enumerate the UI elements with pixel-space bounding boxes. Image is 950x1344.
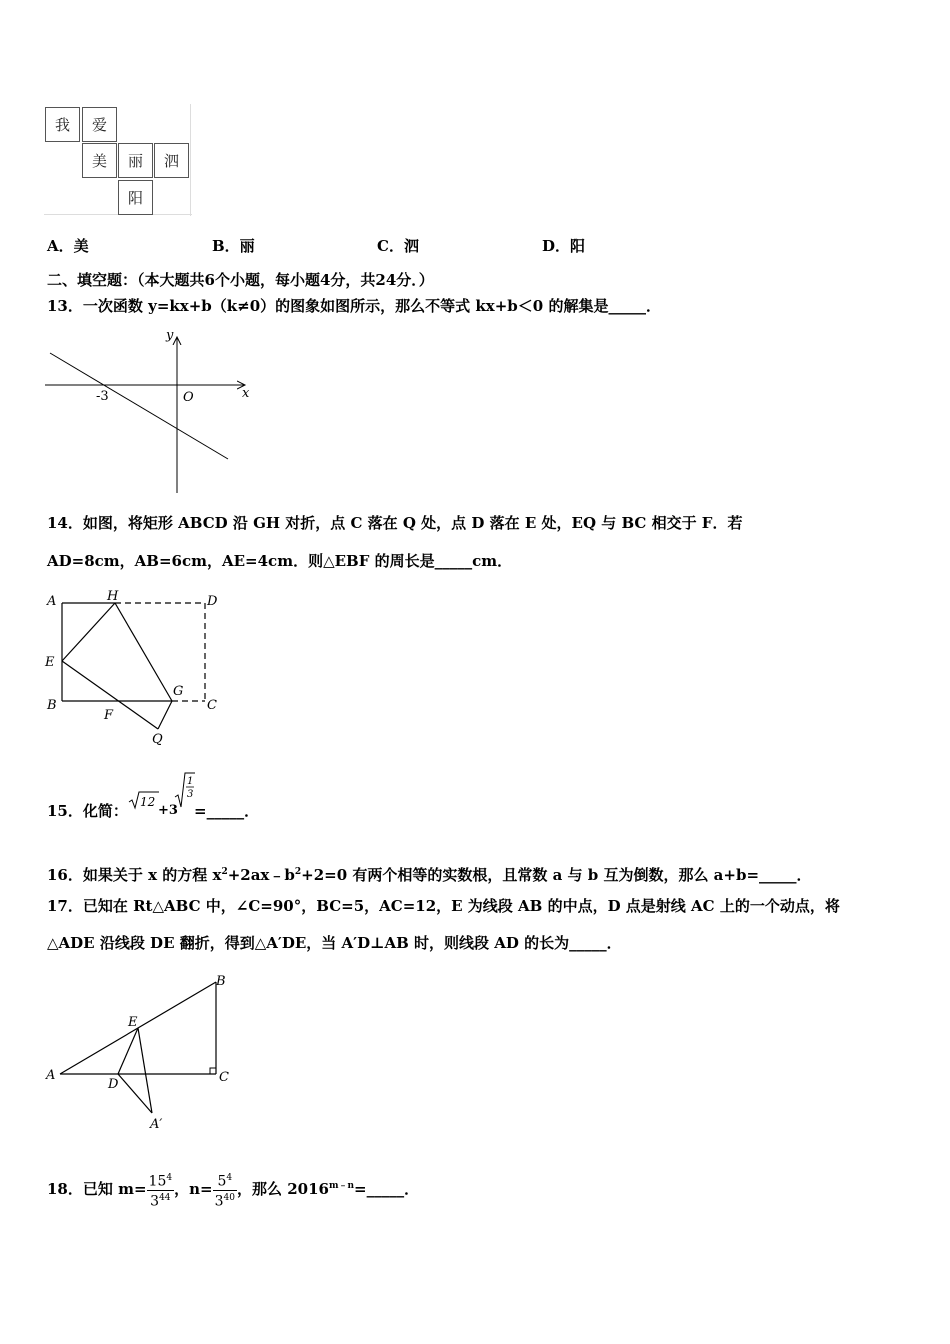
question-15-plus: +3 xyxy=(158,803,178,818)
net-cell-yang: 阳 xyxy=(118,180,153,215)
sqrt-12-expression xyxy=(128,789,160,811)
n-denominator: $3^{40}$ xyxy=(214,1192,235,1210)
label-f: F xyxy=(104,708,114,723)
q18-then: ，那么 2016 xyxy=(236,1180,329,1198)
q16-exp1: 2 xyxy=(221,867,228,877)
label-d: D xyxy=(207,594,218,609)
fraction-numerator: 1 xyxy=(187,776,194,787)
label-a: A xyxy=(47,594,57,609)
origin-label: O xyxy=(183,390,194,405)
label-e: E xyxy=(128,1015,138,1030)
segment-gq xyxy=(158,701,172,729)
label-c: C xyxy=(219,1070,229,1085)
cube-net-figure xyxy=(44,104,194,219)
q16-part3: +2=0 有两个相等的实数根，且常数 a 与 b 互为倒数，那么 a+b=_____． xyxy=(301,866,812,884)
option-b: B．丽 xyxy=(212,237,255,255)
net-cell-mei: 美 xyxy=(82,143,117,178)
section-header: 二、填空题：（本大题共6个小题，每小题4分，共24分．） xyxy=(47,271,434,289)
q18-n-label: ，n= xyxy=(174,1180,213,1198)
segment-hg xyxy=(115,603,172,701)
label-d: D xyxy=(108,1077,119,1092)
right-angle-mark xyxy=(210,1068,216,1074)
question-17-line1: 17．已知在 Rt△ABC 中，∠C=90°，BC=5，AC=12，E 为线段 AB 的中点，D 点是射线 AC 上的一个动点，将 xyxy=(47,897,840,915)
x-axis-label: x xyxy=(242,386,250,401)
q16-part2: +2ax﹣b xyxy=(227,866,295,884)
question-17-line2: △ADE 沿线段 DE 翻折，得到△A′DE，当 A′D⊥AB 时，则线段 AD 的长为_____． xyxy=(47,934,622,952)
question-15-suffix: =_____． xyxy=(194,802,260,820)
label-a: A xyxy=(46,1068,56,1083)
question-16 xyxy=(47,862,812,885)
y-axis-label: y xyxy=(166,328,174,343)
q18-prefix: 18．已知 m= xyxy=(47,1180,147,1198)
label-c: C xyxy=(207,698,217,713)
q16-exp2: 2 xyxy=(294,867,302,877)
segment-he xyxy=(62,603,115,661)
linear-function-graph xyxy=(40,325,260,500)
n-fraction xyxy=(213,1171,237,1209)
label-a-prime: A′ xyxy=(150,1117,163,1132)
sqrt-argument: 12 xyxy=(140,795,156,809)
label-g: G xyxy=(173,684,184,699)
option-d: D．阳 xyxy=(542,237,586,255)
m-numerator: $15^4$ xyxy=(148,1172,173,1190)
question-14-line1: 14．如图，将矩形 ABCD 沿 GH 对折，点 C 落在 Q 处，点 D 落在 E 处，EQ 与 BC 相交于 F．若 xyxy=(47,514,743,532)
net-cell-li: 丽 xyxy=(118,143,153,178)
label-e: E xyxy=(45,655,55,670)
net-cell-si: 泗 xyxy=(154,143,189,178)
net-cell-wo: 我 xyxy=(45,107,80,142)
triangle-fold-figure xyxy=(40,965,250,1135)
net-cell-ai: 爱 xyxy=(82,107,117,142)
label-b: B xyxy=(216,974,226,989)
m-denominator: $3^{44}$ xyxy=(150,1192,171,1210)
label-h: H xyxy=(107,589,119,604)
question-14-line2: AD=8cm，AB=6cm，AE=4cm．则△EBF 的周长是_____cm． xyxy=(47,552,513,570)
label-b: B xyxy=(47,698,57,713)
option-c: C．泗 xyxy=(377,237,419,255)
q18-power: m﹣n xyxy=(328,1181,355,1191)
fraction-denominator: 3 xyxy=(187,789,194,800)
segment-ed xyxy=(118,1028,138,1074)
q18-suffix: =_____． xyxy=(354,1180,420,1198)
q16-part1: 16．如果关于 x 的方程 x xyxy=(47,866,222,884)
n-numerator: $5^4$ xyxy=(213,1171,237,1191)
option-a: A．美 xyxy=(47,237,89,255)
label-q: Q xyxy=(152,732,163,747)
intercept-label: -3 xyxy=(96,389,109,404)
question-15-prefix: 15．化简： xyxy=(47,802,128,820)
sqrt-one-third-expression xyxy=(174,771,196,811)
question-13: 13．一次函数 y=kx+b（k≠0）的图象如图所示，那么不等式 kx+b＜0 的解集是_____． xyxy=(47,297,661,315)
m-fraction xyxy=(147,1171,175,1209)
function-line xyxy=(50,353,228,459)
question-18 xyxy=(47,1150,419,1222)
rectangle-fold-figure xyxy=(40,585,240,750)
